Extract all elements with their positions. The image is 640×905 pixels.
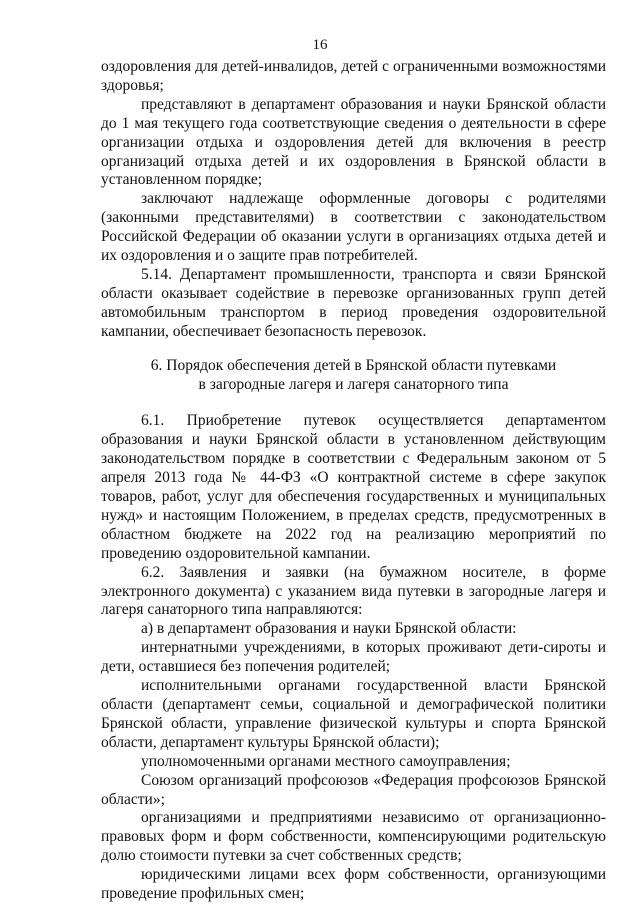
section-heading-line: в загородные лагеря и лагеря санаторного типа xyxy=(198,375,509,393)
paragraph: представляют в департамент образования и науки Брянской области до 1 мая текущего года соответствующие сведения о деятельности в сфере организации отдыха и оздоровления детей для включения в реестр организаций отдыха детей и их оздоровления в Брянской области в установленном порядке; xyxy=(101,95,606,189)
paragraph: 6.2. Заявления и заявки (на бумажном носителе, в форме электронного документа) с указанием вида путевки в загородные лагеря и лагеря санаторного типа направляются: xyxy=(101,563,606,619)
paragraph: оздоровления для детей-инвалидов, детей с ограниченными возможностями здоровья; xyxy=(101,58,606,94)
paragraph: заключают надлежаще оформленные договоры с родителями (законными представителями) в соответствии с законодательством Российской Федерации об оказании услуги в организациях отдыха детей и их оздоровления и о защите прав потребителей. xyxy=(101,190,606,265)
paragraph: интернатными учреждениями, в которых проживают дети-сироты и дети, оставшиеся без попечения родителей; xyxy=(101,639,606,676)
paragraph: юридическими лицами всех форм собственности, организующими проведение профильных смен; xyxy=(101,866,606,903)
paragraph: организациями и предприятиями независимо от организационно-правовых форм и форм собственности, компенсирующими родительскую долю стоимости путевки за счет собственных средств; xyxy=(101,809,606,865)
paragraph: а) в департамент образования и науки Брянской области: xyxy=(141,620,517,638)
section-heading-line: 6. Порядок обеспечения детей в Брянской области путевками xyxy=(150,356,557,374)
document-body xyxy=(101,58,606,904)
paragraph: уполномоченными органами местного самоуправления; xyxy=(141,752,511,770)
paragraph: исполнительными органами государственной власти Брянской области (департамент семьи, социальной и демографической политики Брянской области, управление физической культуры и спорта Брянской области, департамент культуры Брянской области); xyxy=(101,677,606,751)
paragraph: Союзом организаций профсоюзов «Федерация профсоюзов Брянской области»; xyxy=(101,771,606,808)
paragraph: 6.1. Приобретение путевок осуществляется департаментом образования и науки Брянской области в установленном действующим законодательством порядке в соответствии с Федеральным законом от 5 апреля 2013 года № 44-ФЗ «О контрактной системе в сфере закупок товаров, работ, услуг для обеспечения государственных и муниципальных нужд» и настоящим Положением, в пределах средств, предусмотренных в областном бюджете на 2022 год на реализацию мероприятий по проведению оздоровительной кампании. xyxy=(101,412,606,562)
section-heading xyxy=(101,357,606,395)
page-number: 16 xyxy=(312,37,328,53)
paragraph: 5.14. Департамент промышленности, транспорта и связи Брянской области оказывает содействие в перевозке организованных групп детей автомобильным транспортом в период проведения оздоровительной кампании, обеспечивает безопасность перевозок. xyxy=(101,265,606,340)
